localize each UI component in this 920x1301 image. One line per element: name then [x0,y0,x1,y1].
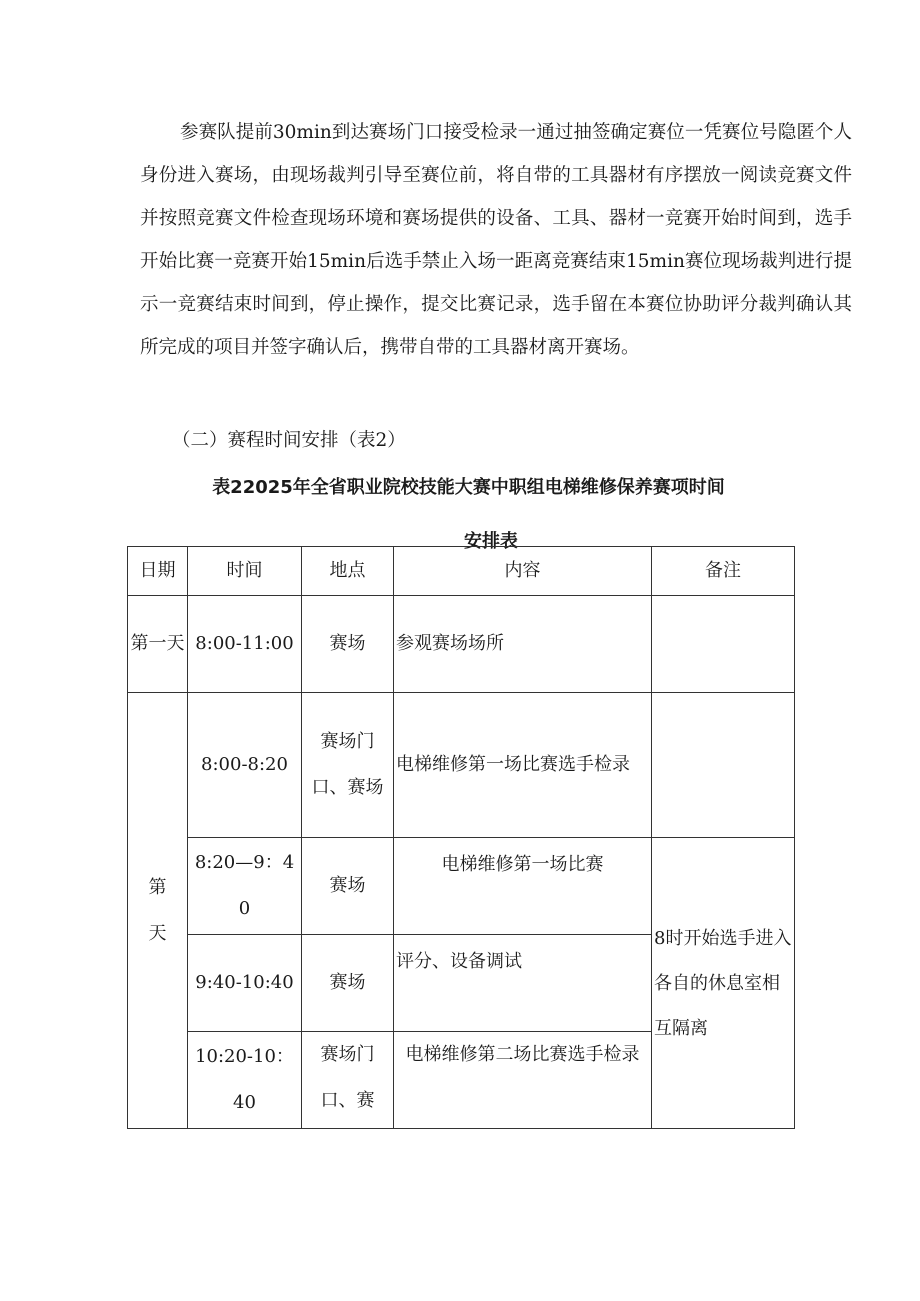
caption-line-1: 表22025年全省职业院校技能大赛中职组电梯维修保养赛项时间 [212,477,725,498]
table-row [128,693,795,838]
day2-row1-place: 赛场门口、赛场 [302,693,394,838]
day1-time: 8:00-11:00 [188,596,302,693]
header-date: 日期 [128,547,188,596]
table-header-row [128,547,795,596]
table-row [128,596,795,693]
header-note: 备注 [652,547,795,596]
day1-place: 赛场 [302,596,394,693]
header-place: 地点 [302,547,394,596]
day2-note: 8时开始选手进入各自的休息室相互隔离 [652,838,795,1129]
header-content: 内容 [394,547,652,596]
day2-row3-place: 赛场 [302,935,394,1032]
day2-row3-content: 评分、设备调试 [394,935,652,1032]
day2-date: 第天 [128,693,188,1129]
day2-row2-content: 电梯维修第一场比赛 [394,838,652,935]
day2-row1-content: 电梯维修第一场比赛选手检录 [394,693,652,838]
day2-row4-time: 10:20-10：40 [188,1032,302,1129]
table-row [128,838,795,935]
day2-row4-place: 赛场门口、赛 [302,1032,394,1129]
day2-row4-content: 电梯维修第二场比赛选手检录 [394,1032,652,1129]
day2-row2-time: 8:20—9：40 [188,838,302,935]
day1-content: 参观赛场场所 [394,596,652,693]
day1-date: 第一天 [128,596,188,693]
day1-note [652,596,795,693]
day2-row2-place: 赛场 [302,838,394,935]
header-time: 时间 [188,547,302,596]
day2-empty-note [652,693,795,838]
schedule-table [127,546,795,1129]
rules-paragraph: 参赛队提前30min到达赛场门口接受检录一通过抽签确定赛位一凭赛位号隐匿个人身份进入赛场，由现场裁判引导至赛位前，将自带的工具器材有序摆放一阅读竞赛文件并按照竞赛文件检查现场环境和赛场提供的设备、工具、器材一竞赛开始时间到，选手开始比赛一竞赛开始15min后选手禁止入场一距离竞赛结束15min赛位现场裁判进行提示一竞赛结束时间到，停止操作，提交比赛记录，选手留在本赛位协助评分裁判确认其所完成的项目并签字确认后，携带自带的工具器材离开赛场。 [140,122,852,358]
section-subheading: （二）赛程时间安排（表2） [172,430,406,451]
day2-row1-time: 8:00-8:20 [188,693,302,838]
caption-line-2: 安排表 [464,531,518,552]
day2-row3-time: 9:40-10:40 [188,935,302,1032]
